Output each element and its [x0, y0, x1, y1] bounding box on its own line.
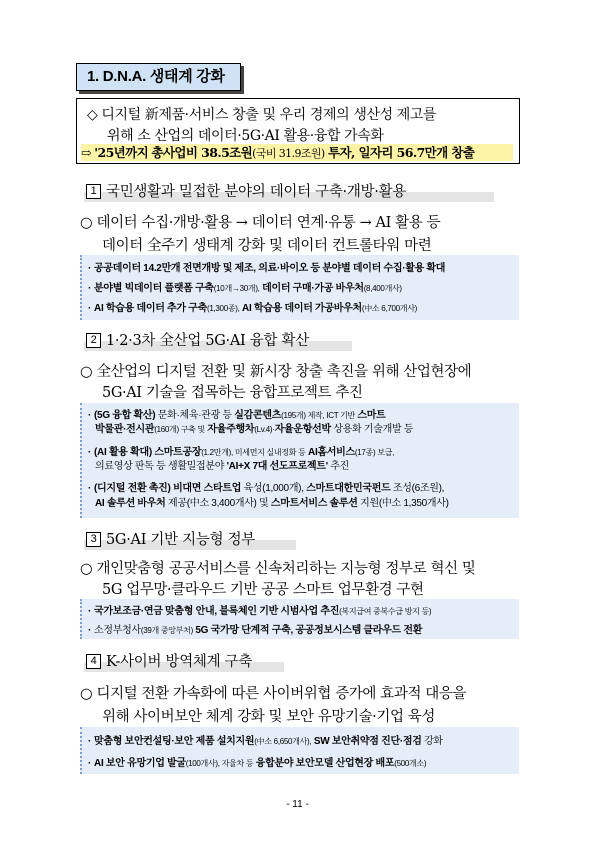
- goal-line-1: ◇ 디지털 新제품·서비스 창출 및 우리 경제의 생산성 제고를: [87, 107, 437, 123]
- number-box: 1: [86, 184, 101, 199]
- detail-box: [80, 255, 519, 320]
- subheading-title: 1·2·3차 全산업 5G·AI 융합 확산: [106, 333, 309, 349]
- detail-item: · (디지털 전환 촉진) 비대면 스타트업 육성(1,000개), 스마트대한민국펀드 조성(6조원),: [88, 483, 445, 494]
- goal-year: '25년까지: [94, 145, 149, 160]
- detail-item: · 소정부청사(39개 중앙부처) 5G 국가망 단계적 구축, 공공정보시스템 클라우드 전환: [88, 625, 423, 636]
- detail-item: · 맞춤형 보안컨설팅·보안 제품 설치지원(中소 6,650개사), SW 보안취약점 진단·점검 강화: [88, 736, 443, 747]
- detail-item: · AI 학습용 데이터 추가 구축(1,300종), AI 학습용 데이터 가공바우처(中소 6,700개사): [88, 303, 417, 314]
- detail-item-cont: 의료영상 판독 등 생활밀접분야 'AI+X 7대 선도프로젝트' 추진: [95, 461, 350, 472]
- subheading-3: [86, 528, 255, 549]
- detail-box: [80, 599, 519, 639]
- bullet-line: 5G·AI 기술을 접목하는 융합프로젝트 추진: [102, 385, 363, 401]
- subheading-2: [86, 329, 309, 350]
- detail-box: [80, 727, 519, 774]
- subheading-4: [86, 650, 252, 671]
- number-box: 3: [86, 532, 101, 547]
- bullet-line: 위해 사이버보안 체계 강화 및 보안 유망기술·기업 육성: [102, 709, 436, 725]
- detail-item: · (5G 융합 확산) 문화·체육·관광 등 실감콘텐츠(195개) 제작, ICT 기반 스마트: [88, 410, 386, 421]
- detail-box: [80, 403, 519, 518]
- subheading-title: 국민생활과 밀접한 분야의 데이터 구축·개방·활용: [106, 184, 406, 200]
- bullet-line: ○ 全산업의 디지털 전환 및 新시장 창출 촉진을 위해 산업현장에: [80, 364, 472, 380]
- detail-item: · AI 보안 유망기업 발굴(100개사), 자율차 등 융합분야 보안모델 산업현장 배포(500개소): [88, 758, 427, 769]
- bullet-line: 데이터 全주기 생태계 강화 및 데이터 컨트롤타워 마련: [102, 238, 432, 254]
- page-number: - 11 -: [286, 799, 309, 810]
- subheading-title: K-사이버 방역체계 구축: [106, 654, 253, 670]
- detail-item: · (AI 활용 확대) 스마트공장(1.2만개), 미세먼지 실내정화 등 AI홈서비스(17종) 보급,: [88, 447, 395, 458]
- goal-line-2: 위해 소 산업의 데이터·5G·AI 활용·융합 가속화: [107, 128, 384, 144]
- detail-item-cont: AI 솔루션 바우처 제공(中소 3,400개사) 및 스마트서비스 솔루션 지원(中소 1,350개사): [95, 498, 449, 509]
- bullet-line: 5G 업무망·클라우드 기반 공공 스마트 업무환경 구현: [102, 582, 424, 598]
- goal-jobs: 투자, 일자리 56.7만개 창출: [328, 145, 475, 160]
- bullet-line: ○ 디지털 전환 가속화에 따른 사이버위협 증가에 효과적 대응을: [80, 686, 467, 702]
- goal-national: (국비 31.9조원): [252, 147, 325, 160]
- arrow-icon: ⇨: [81, 145, 91, 160]
- number-box: 2: [86, 333, 101, 348]
- subheading-title: 5G·AI 기반 지능형 정부: [106, 532, 255, 548]
- number-box: 4: [86, 654, 101, 669]
- detail-item: · 분야별 빅데이터 플랫폼 구축(10개→30개), 데이터 구매·가공 바우처(8,400개사): [88, 283, 402, 294]
- subheading-1: [86, 180, 406, 201]
- goal-highlight: [81, 144, 513, 161]
- section-title: 1. D.N.A. 생태계 강화: [76, 63, 241, 91]
- goal-total: 총사업비 38.5조원: [151, 145, 253, 160]
- bullet-line: ○ 데이터 수집·개방·활용 → 데이터 연계·유통 → AI 활용 등: [80, 215, 441, 231]
- detail-item: · 공공데이터 14.2만개 전면개방 및 제조, 의료·바이오 등 분야별 데이터 수집·활용 확대: [88, 263, 446, 274]
- goal-box: [76, 98, 520, 164]
- bullet-line: ○ 개인맞춤형 공공서비스를 신속처리하는 지능형 정부로 혁신 및: [80, 561, 476, 577]
- detail-item-cont: 박물관·전시관(160개) 구축 및 자율주행차(Lv.4)·자율운항선박 상용화 기술개발 등: [95, 424, 414, 435]
- detail-item: · 국가보조금·연금 맞춤형 안내, 블록체인 기반 시범사업 추진(복지급여 중복수급 방지 등): [88, 606, 432, 617]
